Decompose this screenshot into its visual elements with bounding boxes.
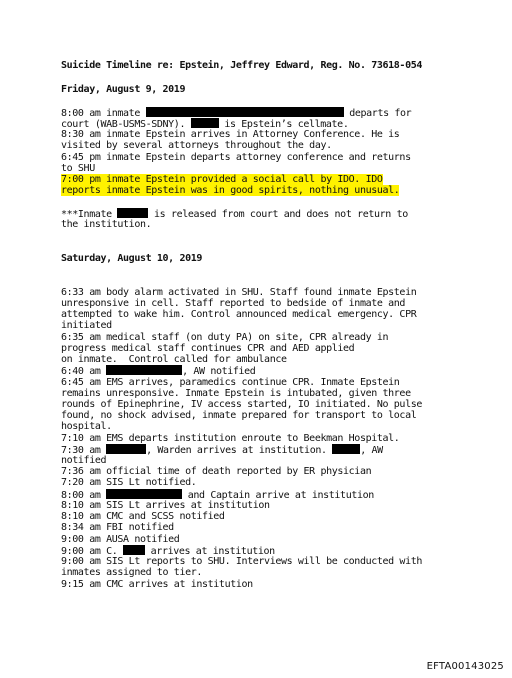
- day1-heading: Friday, August 9, 2019: [61, 84, 186, 95]
- timeline-line: 7:30 am , Warden arrives at institution. , AW: [61, 445, 383, 456]
- day2-heading: Saturday, August 10, 2019: [61, 253, 203, 264]
- timeline-line: 6:35 am medical staff (on duty PA) on site, CPR already in: [61, 332, 389, 343]
- redaction-bar: [117, 208, 148, 218]
- timeline-line: the institution.: [61, 219, 152, 230]
- document-id-footer: EFTA00143025: [426, 661, 504, 672]
- timeline-line: 8:00 am inmate departs for: [61, 108, 412, 119]
- timeline-line: rounds of Epinephrine, IV access started, IO initiated. No pulse: [61, 399, 422, 410]
- timeline-line: visited by several attorneys throughout the day.: [61, 140, 332, 151]
- redaction-bar: [123, 545, 145, 555]
- timeline-line: initiated: [61, 320, 112, 331]
- timeline-line: found, no shock advised, inmate prepared for transport to local: [61, 410, 417, 421]
- highlighted-line: reports inmate Epstein was in good spirits, nothing unusual.: [61, 185, 400, 196]
- timeline-line: 6:45 pm inmate Epstein departs attorney conference and returns: [61, 152, 411, 163]
- timeline-line: 8:10 am SIS Lt arrives at institution: [61, 500, 270, 511]
- redaction-bar: [106, 365, 182, 375]
- timeline-line: on inmate. Control called for ambulance: [61, 354, 287, 365]
- timeline-line: 8:34 am FBI notified: [61, 522, 174, 533]
- timeline-line: ***Inmate is released from court and does not return to: [61, 209, 408, 220]
- timeline-line: court (WAB-USMS-SDNY). is Epstein’s cellmate.: [61, 119, 349, 130]
- redaction-bar: [146, 107, 344, 117]
- timeline-line: 7:36 am official time of death reported by ER physician: [61, 466, 372, 477]
- redaction-bar: [191, 118, 219, 128]
- timeline-line: 6:45 am EMS arrives, paramedics continue CPR. Inmate Epstein: [61, 377, 400, 388]
- timeline-line: 7:20 am SIS Lt notified.: [61, 477, 197, 488]
- timeline-line: inmates assigned to tier.: [61, 567, 203, 578]
- timeline-line: 8:00 am and Captain arrive at institution: [61, 490, 374, 501]
- timeline-line: 9:00 am SIS Lt reports to SHU. Interviews will be conducted with: [61, 556, 422, 567]
- highlighted-line: 7:00 pm inmate Epstein provided a social call by IDO. IDO: [61, 174, 383, 185]
- redaction-bar: [332, 444, 360, 454]
- timeline-line: 8:30 am inmate Epstein arrives in Attorney Conference. He is: [61, 129, 400, 140]
- redaction-bar: [106, 489, 182, 499]
- timeline-line: progress medical staff continues CPR and AED applied: [61, 343, 355, 354]
- timeline-line: 9:00 am AUSA notified: [61, 534, 180, 545]
- timeline-line: unresponsive in cell. Staff reported to bedside of inmate and: [61, 298, 406, 309]
- timeline-line: 8:10 am CMC and SCSS notified: [61, 511, 225, 522]
- timeline-line: attempted to wake him. Control announced medical emergency. CPR: [61, 309, 417, 320]
- timeline-line: 6:33 am body alarm activated in SHU. Staff found inmate Epstein: [61, 287, 417, 298]
- timeline-line: hospital.: [61, 421, 112, 432]
- timeline-line: 7:10 am EMS departs institution enroute to Beekman Hospital.: [61, 433, 400, 444]
- timeline-line: remains unresponsive. Inmate Epstein is intubated, given three: [61, 388, 411, 399]
- timeline-line: to SHU: [61, 163, 95, 174]
- document-title: Suicide Timeline re: Epstein, Jeffrey Edward, Reg. No. 73618-054: [61, 60, 422, 71]
- timeline-line: notified: [61, 455, 107, 466]
- timeline-line: 9:00 am C. arrives at institution: [61, 546, 275, 557]
- timeline-line: 9:15 am CMC arrives at institution: [61, 579, 253, 590]
- timeline-line: 6:40 am , AW notified: [61, 366, 256, 377]
- redaction-bar: [106, 444, 146, 454]
